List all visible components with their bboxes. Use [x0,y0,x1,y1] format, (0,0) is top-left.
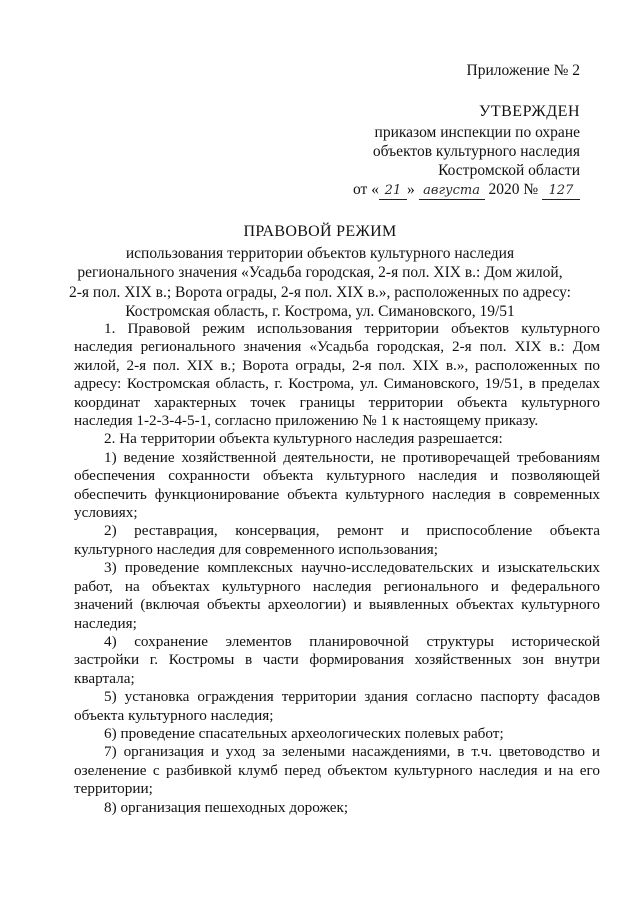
handwritten-day: 21 [379,183,407,200]
approval-line: объектов культурного наследия [372,143,580,160]
document-title-block [40,222,600,322]
appendix-label: Приложение № 2 [466,62,580,79]
order-mid: » [406,181,415,198]
approval-line: Костромской области [438,162,580,179]
handwritten-order-number: 127 [542,183,580,200]
handwritten-month: августа [419,183,485,200]
order-year: 2020 № [488,181,539,198]
list-item: 2) реставрация, консервация, ремонт и приспособление объекта культурного наследия для современного использования; [74,522,600,558]
paragraph-2: 2. На территории объекта культурного наследия разрешается: [104,430,503,448]
approval-heading: УТВЕРЖДЕН [479,103,580,120]
approval-line: приказом инспекции по охране [374,124,580,141]
list-item: 1) ведение хозяйственной деятельности, не противоречащей требованиям обеспечения сохранности объекта культурного наследия и позволяющей обеспечить функционирование объекта культурного наследия в современных условиях; [74,448,600,522]
list-item: 5) установка ограждения территории здания согласно паспорту фасадов объекта культурного наследия; [74,688,600,724]
list-item: 6) проведение спасательных археологических полевых работ; [104,724,504,742]
document-title: ПРАВОВОЙ РЕЖИМ [243,223,397,240]
order-date-line [260,180,580,200]
list-item: 8) организация пешеходных дорожек; [104,798,349,816]
title-line: регионального значения «Усадьба городская, 2-я пол. XIX в.: Дом жилой, [77,264,563,281]
approval-block [260,102,580,200]
document-body [74,320,600,817]
list-item: 3) проведение комплексных научно-исследовательских и изыскательских работ, на объектах культурного наследия регионального и федерального значений (включая объекты археологии) и выявленных объектах культурного наследия; [74,559,600,632]
title-line: 2-я пол. XIX в.; Ворота ограды, 2-я пол. XIX в.», расположенных по адресу: [69,283,571,301]
paragraph-1: 1. Правовой режим использования территории объектов культурного наследия регионального значения «Усадьба городская, 2-я пол. XIX в.: Дом жилой, 2-я пол. XIX в.; Ворота ограды, 2-я пол. XIX в.», расположенных по адресу: Костромская область, г. Кострома, ул. Симановского, 19/51, в пределах координат характерных точек границы территории объекта культурного наследия 1-2-3-4-5-1, согласно приложению № 1 к настоящему приказу. [74,320,600,430]
list-item: 7) организация и уход за зелеными насаждениями, в т.ч. цветоводство и озеленение с разбивкой клумб перед объектом культурного наследия и на его территории; [74,743,600,798]
order-prefix: от « [353,181,379,198]
list-item: 4) сохранение элементов планировочной структуры исторической застройки г. Костромы в части формирования хозяйственных зон внутри квартала; [74,632,600,687]
title-line: использования территории объектов культурного наследия [125,244,515,262]
title-line: Костромская область, г. Кострома, ул. Симановского, 19/51 [125,303,515,320]
